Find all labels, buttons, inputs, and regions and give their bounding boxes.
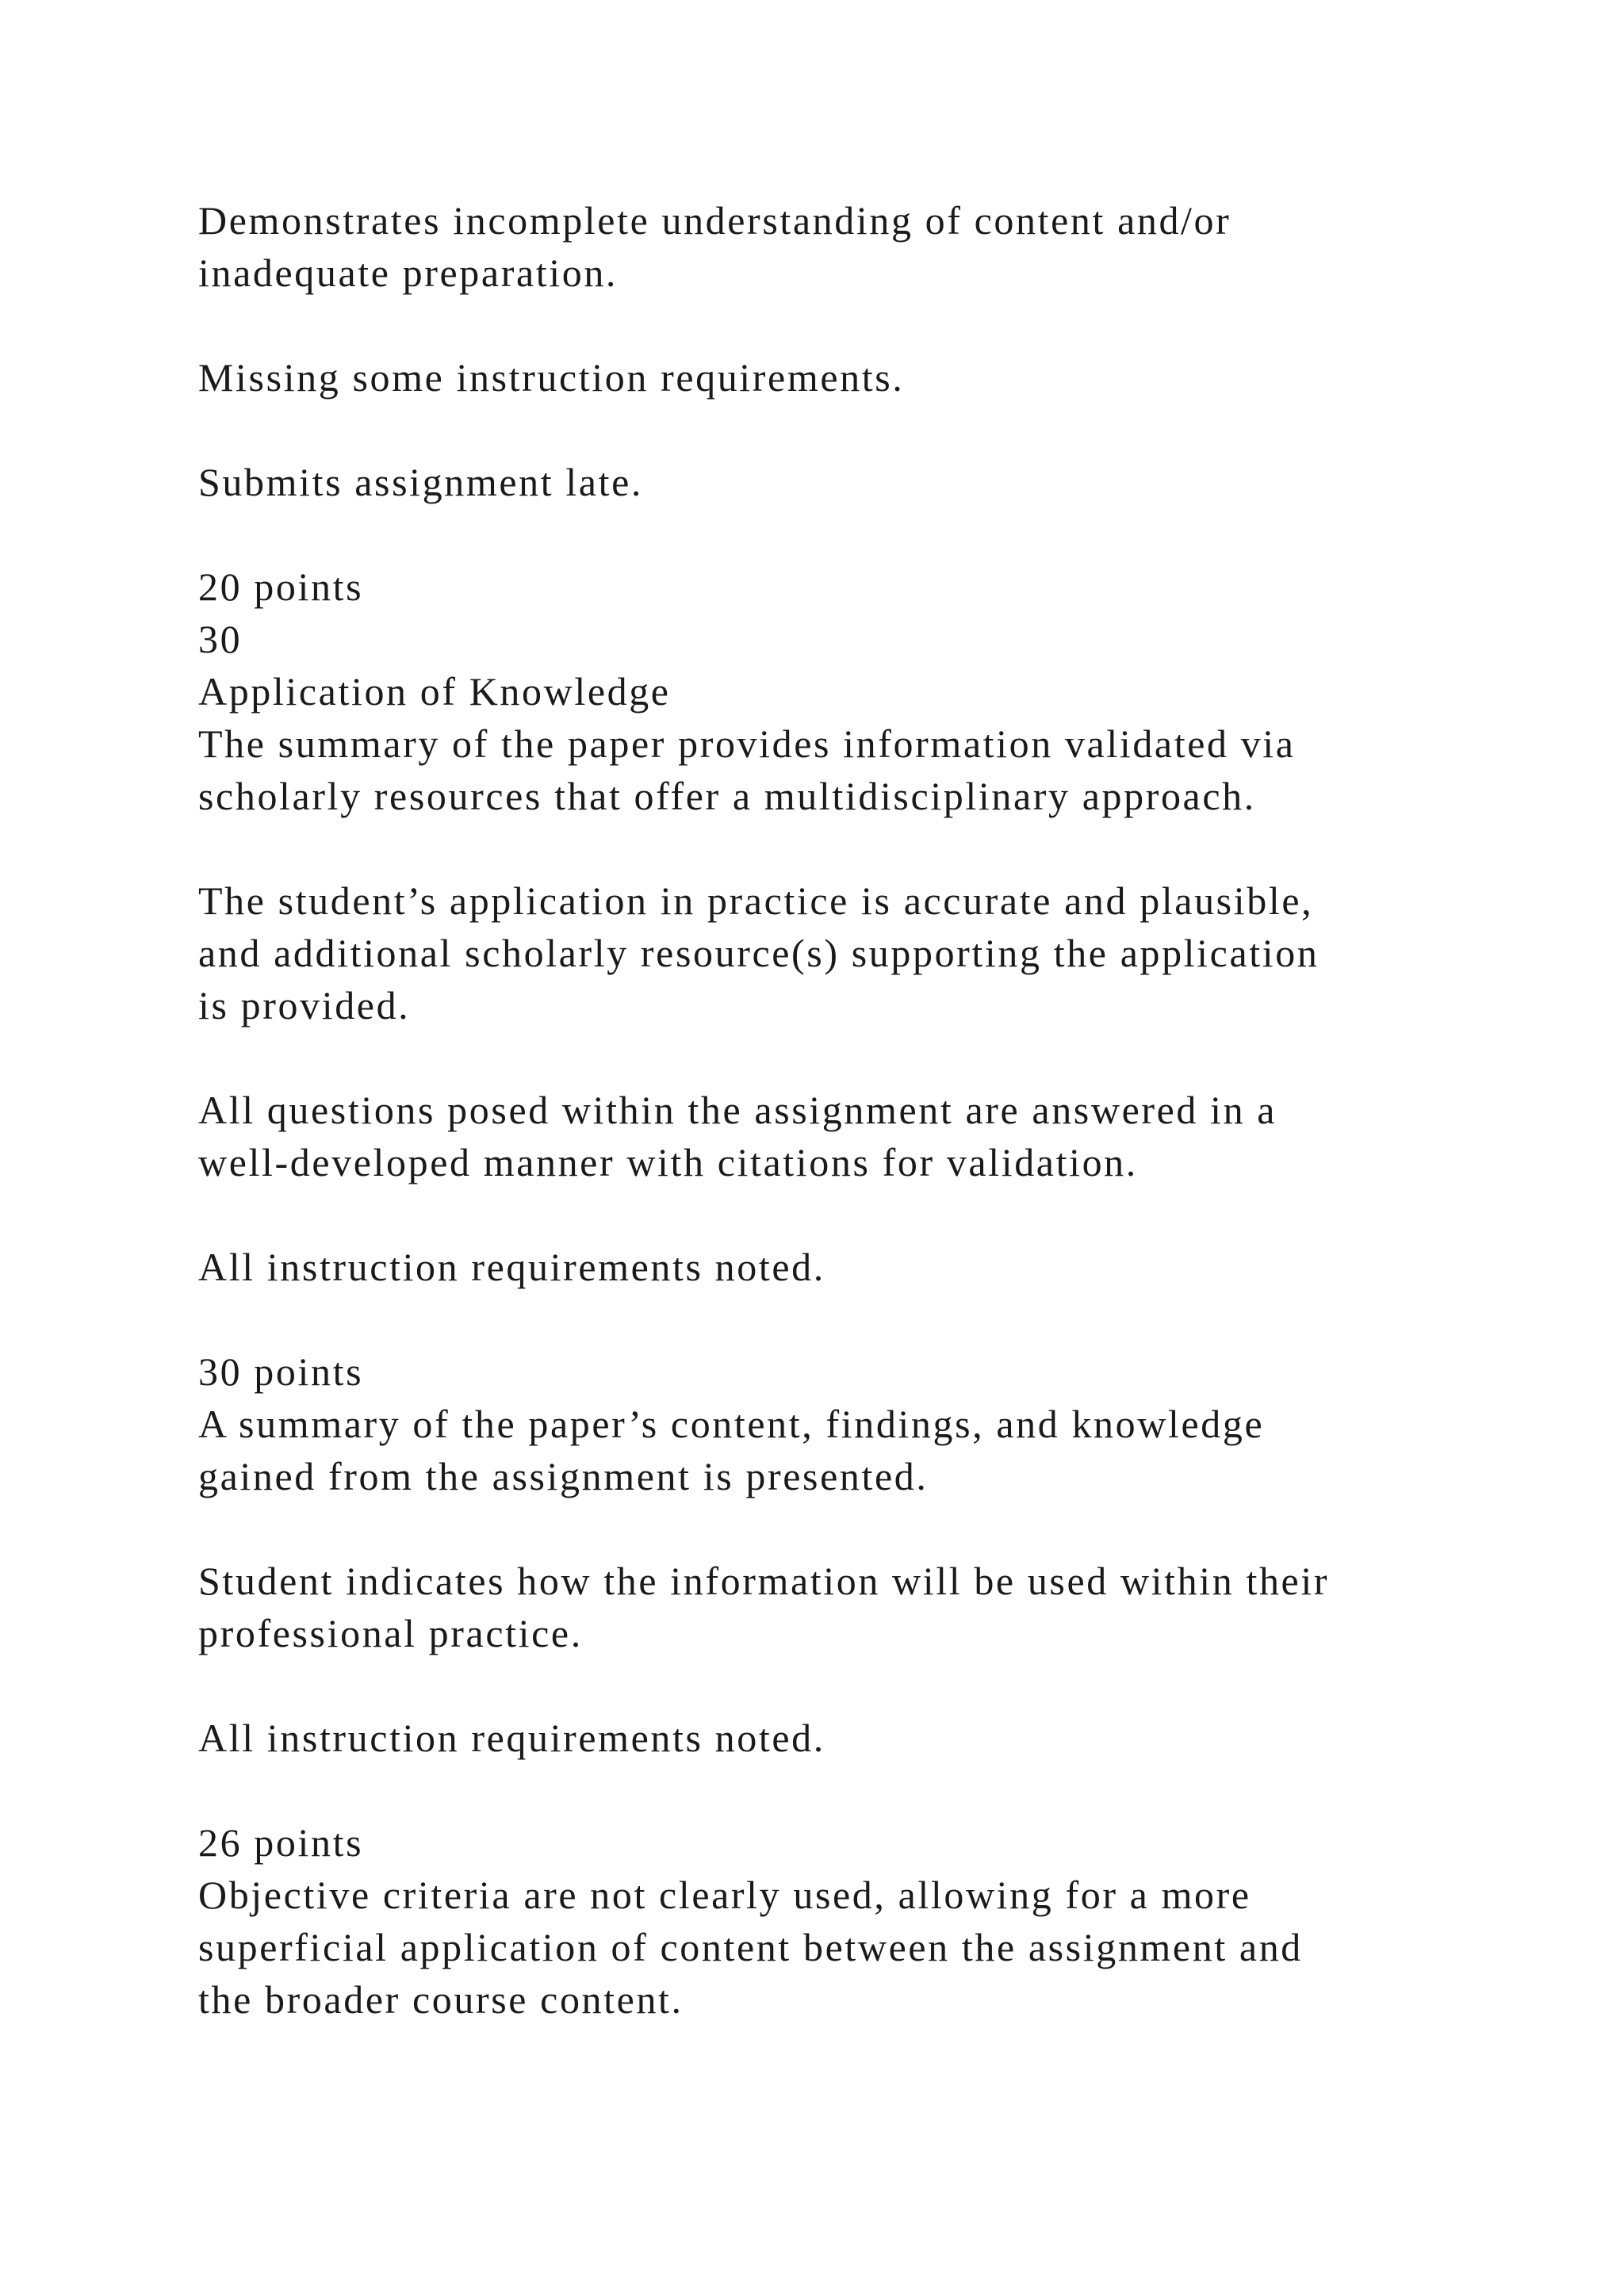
text-line: Submits assignment late. [198,460,643,504]
text-line: superficial application of content between the assignment and [198,1925,1303,1969]
text-line: gained from the assignment is presented. [198,1454,929,1498]
text-line: scholarly resources that offer a multidisciplinary approach. [198,774,1256,818]
blank-line [198,1293,1546,1345]
points-label: 26 points [198,1820,364,1865]
blank-line [198,1764,1546,1816]
blank-line [198,1031,1546,1084]
text-line: All instruction requirements noted. [198,1245,825,1289]
text-line: well-developed manner with citations for validation. [198,1140,1138,1184]
text-line: Missing some instruction requirements. [198,355,905,400]
criterion-heading: Application of Knowledge [198,669,671,714]
blank-line [198,508,1546,561]
points-label: 30 points [198,1349,364,1394]
document-body [198,194,1546,2026]
text-line: the broader course content. [198,1977,684,2022]
text-line: All instruction requirements noted. [198,1716,825,1760]
blank-line [198,1502,1546,1555]
text-line: professional practice. [198,1611,583,1655]
points-label: 20 points [198,564,364,609]
text-line: is provided. [198,983,411,1027]
text-line: inadequate preparation. [198,251,619,295]
blank-line [198,1659,1546,1712]
text-line: All questions posed within the assignment are answered in a [198,1088,1277,1132]
text-line: Objective criteria are not clearly used, allowing for a more [198,1873,1251,1917]
text-line: Demonstrates incomplete understanding of content and/or [198,198,1231,243]
blank-line [198,299,1546,351]
blank-line [198,822,1546,874]
text-line: The summary of the paper provides information validated via [198,721,1296,766]
blank-line [198,404,1546,456]
text-line: and additional scholarly resource(s) supporting the application [198,931,1320,975]
blank-line [198,1188,1546,1241]
text-line: The student’s application in practice is accurate and plausible, [198,878,1314,923]
text-line: A summary of the paper’s content, findings, and knowledge [198,1402,1265,1446]
score-value: 30 [198,617,243,661]
text-line: Student indicates how the information will be used within their [198,1559,1330,1603]
